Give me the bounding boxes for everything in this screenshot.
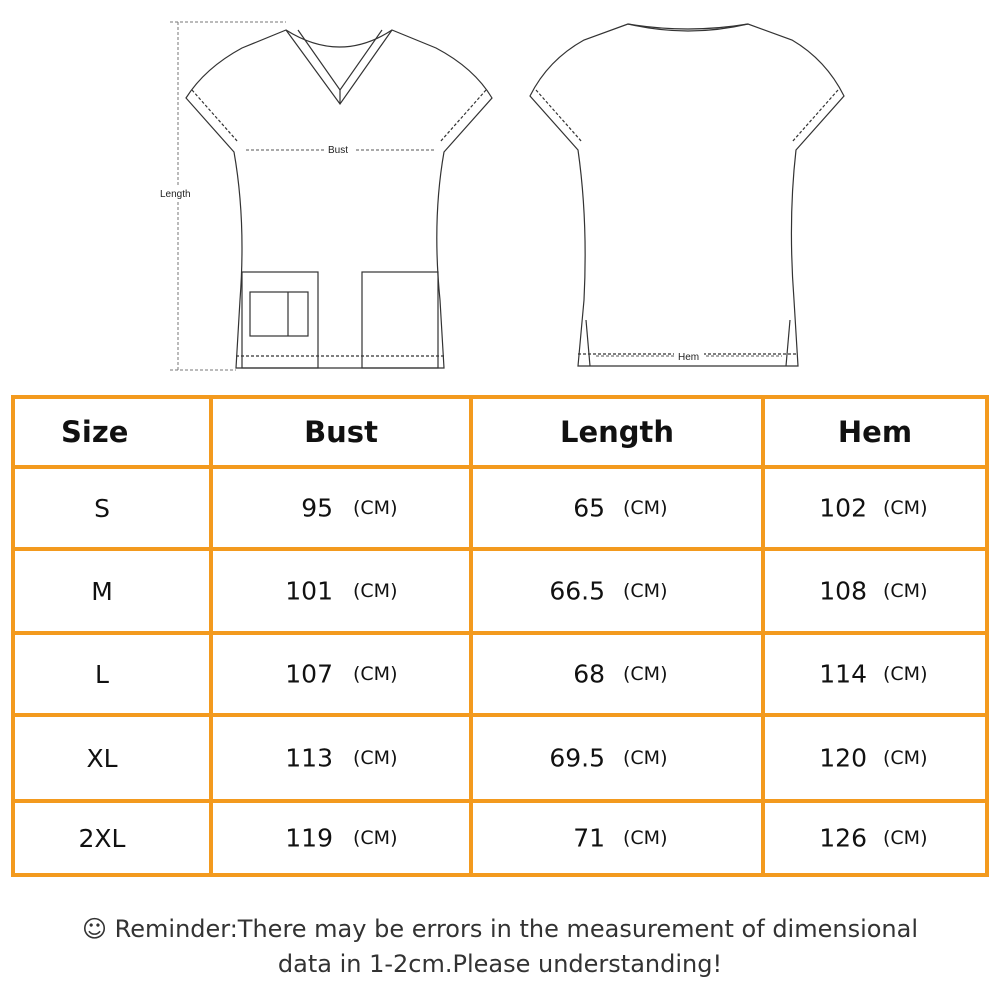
size-cell: XL xyxy=(15,717,209,799)
hem-cell xyxy=(765,635,985,713)
hem-cell xyxy=(765,469,985,547)
unit-label: (CM) xyxy=(883,497,928,519)
hem-value: 102 xyxy=(819,493,867,523)
unit-label: (CM) xyxy=(623,747,668,769)
bust-value: 113 xyxy=(285,743,333,773)
length-cell xyxy=(473,635,761,713)
size-cell: 2XL xyxy=(15,803,209,873)
unit-label: (CM) xyxy=(353,827,398,849)
hem-value: 126 xyxy=(819,823,867,853)
front-shirt-illustration xyxy=(186,30,492,368)
header-size: Size xyxy=(15,399,209,465)
unit-label: (CM) xyxy=(883,663,928,685)
bust-cell xyxy=(213,551,469,631)
bust-value: 107 xyxy=(285,659,333,689)
hem-cell xyxy=(765,551,985,631)
length-value: 71 xyxy=(573,823,605,853)
hem-value: 108 xyxy=(819,576,867,606)
unit-label: (CM) xyxy=(883,580,928,602)
header-bust: Bust xyxy=(213,399,469,465)
length-value: 69.5 xyxy=(549,743,605,773)
hem-label: Hem xyxy=(678,352,700,363)
length-value: 66.5 xyxy=(549,576,605,606)
unit-label: (CM) xyxy=(623,497,668,519)
unit-label: (CM) xyxy=(623,827,668,849)
unit-label: (CM) xyxy=(883,747,928,769)
hem-value: 120 xyxy=(819,743,867,773)
unit-label: (CM) xyxy=(353,497,398,519)
bust-value: 101 xyxy=(285,576,333,606)
unit-label: (CM) xyxy=(353,580,398,602)
reminder-note xyxy=(0,912,1000,982)
unit-label: (CM) xyxy=(883,827,928,849)
unit-label: (CM) xyxy=(353,663,398,685)
reminder-line-1: Reminder:There may be errors in the measurement of dimensional xyxy=(114,915,919,943)
bust-label: Bust xyxy=(328,145,349,156)
length-cell xyxy=(473,551,761,631)
length-label: Length xyxy=(160,189,191,200)
hem-cell xyxy=(765,717,985,799)
size-cell: S xyxy=(15,469,209,547)
back-shirt-illustration xyxy=(530,24,844,366)
bust-value: 119 xyxy=(285,823,333,853)
bust-cell xyxy=(213,469,469,547)
length-cell xyxy=(473,717,761,799)
header-length: Length xyxy=(473,399,761,465)
length-value: 68 xyxy=(573,659,605,689)
garment-diagram xyxy=(0,0,1000,380)
size-cell: M xyxy=(15,551,209,631)
length-cell xyxy=(473,803,761,873)
length-cell xyxy=(473,469,761,547)
hem-cell xyxy=(765,803,985,873)
reminder-line-2: data in 1-2cm.Please understanding! xyxy=(277,950,723,978)
size-chart-table xyxy=(11,395,989,877)
hem-value: 114 xyxy=(819,659,867,689)
bust-value: 95 xyxy=(301,493,333,523)
unit-label: (CM) xyxy=(353,747,398,769)
length-value: 65 xyxy=(573,493,605,523)
size-cell: L xyxy=(15,635,209,713)
header-hem: Hem xyxy=(765,399,985,465)
unit-label: (CM) xyxy=(623,580,668,602)
bust-cell xyxy=(213,803,469,873)
bust-cell xyxy=(213,635,469,713)
smiley-icon: ☺ xyxy=(81,915,108,943)
bust-cell xyxy=(213,717,469,799)
unit-label: (CM) xyxy=(623,663,668,685)
